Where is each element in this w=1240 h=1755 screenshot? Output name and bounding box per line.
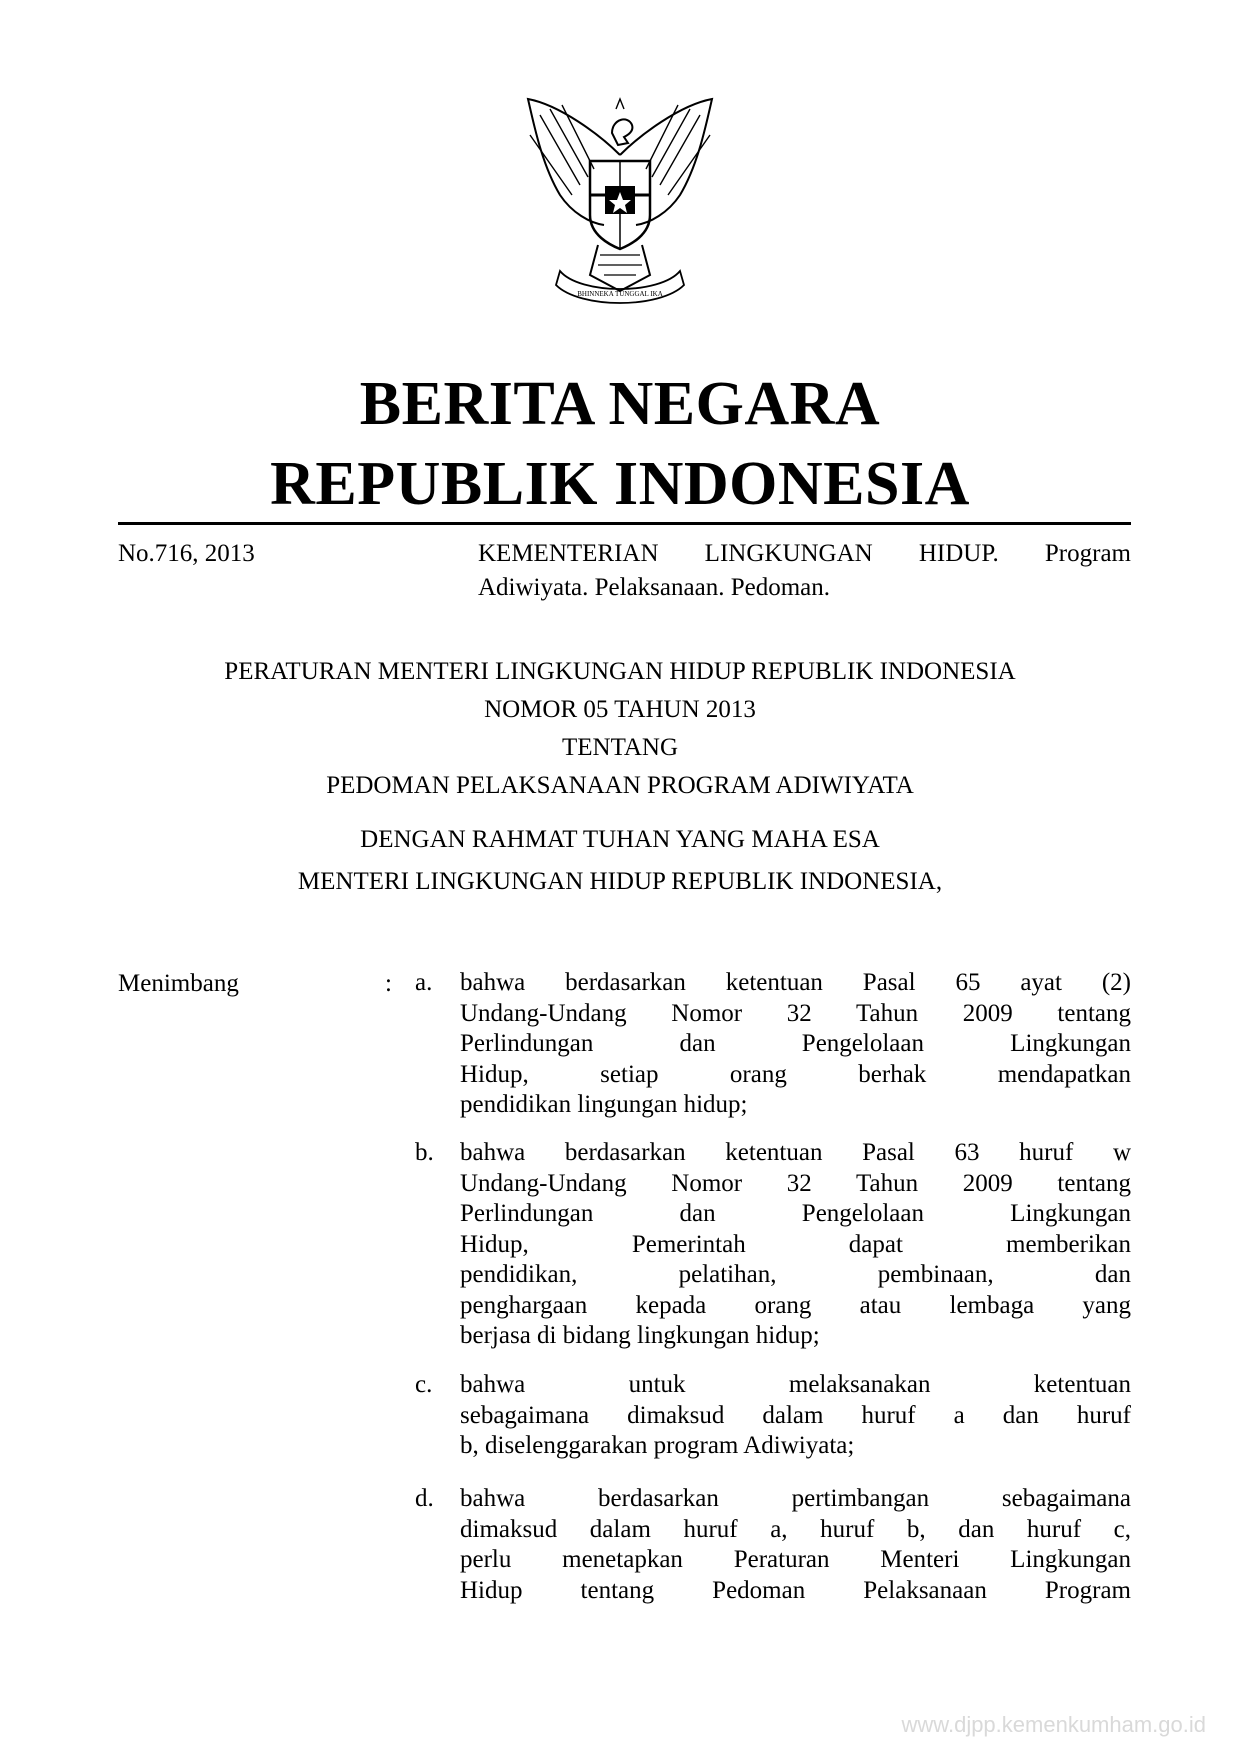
item-body [460,1370,1131,1462]
item-letter: b. [415,1139,434,1166]
item-line: Hidup tentang Pedoman Pelaksanaan Program [460,1576,1131,1604]
garuda-emblem-icon [520,95,720,315]
item-line: Undang-Undang Nomor 32 Tahun 2009 tentang [460,1169,1131,1197]
masthead-title: BERITA NEGARA [359,370,881,438]
issue-subject-line: Adiwiyata. Pelaksanaan. Pedoman. [478,574,830,601]
considering-item [415,1138,1131,1352]
item-letter: a. [415,969,433,996]
item-line: pendidikan, pelatihan, pembinaan, dan [460,1261,1131,1288]
item-line: Hidup, Pemerintah dapat memberikan [460,1230,1131,1258]
item-body [460,968,1131,1121]
item-line: penghargaan kepada orang atau lembaga yang [460,1291,1131,1319]
item-line: Perlindungan dan Pengelolaan Lingkungan [460,1200,1131,1227]
considering-item [415,1370,1131,1462]
item-line: sebagaimana dimaksud dalam huruf a dan huruf [460,1401,1131,1429]
preamble-line: DENGAN RAHMAT TUHAN YANG MAHA ESA [360,826,880,853]
item-letter: d. [415,1485,434,1512]
item-line: bahwa berdasarkan pertimbangan sebagaimana [460,1485,1131,1512]
item-line: dimaksud dalam huruf a, huruf b, dan huruf c, [460,1515,1131,1543]
item-line: bahwa berdasarkan ketentuan Pasal 63 huruf w [460,1139,1131,1166]
considering-colon: : [385,970,392,997]
regulation-about: TENTANG [561,734,679,761]
regulation-number: NOMOR 05 TAHUN 2013 [484,696,756,723]
masthead-subtitle: REPUBLIK INDONESIA [270,450,970,518]
item-line: Hidup, setiap orang berhak mendapatkan [460,1060,1131,1088]
regulation-subject: PEDOMAN PELAKSANAAN PROGRAM ADIWIYATA [326,772,914,799]
regulation-title: PERATURAN MENTERI LINGKUNGAN HIDUP REPUBLIK INDONESIA [224,658,1016,685]
considering-item [415,1484,1131,1606]
item-letter: c. [415,1371,433,1398]
item-line: berjasa di bidang lingkungan hidup; [460,1322,820,1349]
item-line: Undang-Undang Nomor 32 Tahun 2009 tentang [460,999,1131,1027]
item-body [460,1484,1131,1606]
item-line: b, diselenggarakan program Adiwiyata; [460,1432,855,1459]
watermark: www.djpp.kemenkumham.go.id [901,1712,1206,1737]
preamble-line: MENTERI LINGKUNGAN HIDUP REPUBLIK INDONESIA, [297,868,943,895]
issue-subject-line: KEMENTERIAN LINGKUNGAN HIDUP. Program [478,540,1131,567]
item-line: bahwa berdasarkan ketentuan Pasal 65 ayat (2) [460,969,1131,996]
issue-subject [478,537,1131,605]
issue-number: No.716, 2013 [118,540,255,567]
item-line: perlu menetapkan Peraturan Menteri Lingkungan [460,1546,1131,1573]
emblem-motto: BHINNEKA TUNGGAL IKA [577,290,663,298]
item-line: Perlindungan dan Pengelolaan Lingkungan [460,1030,1131,1057]
item-line: bahwa untuk melaksanakan ketentuan [460,1371,1131,1398]
considering-label: Menimbang [118,970,239,997]
item-body [460,1138,1131,1352]
masthead-divider [118,522,1131,525]
item-line: pendidikan lingungan hidup; [460,1091,748,1118]
considering-item [415,968,1131,1121]
